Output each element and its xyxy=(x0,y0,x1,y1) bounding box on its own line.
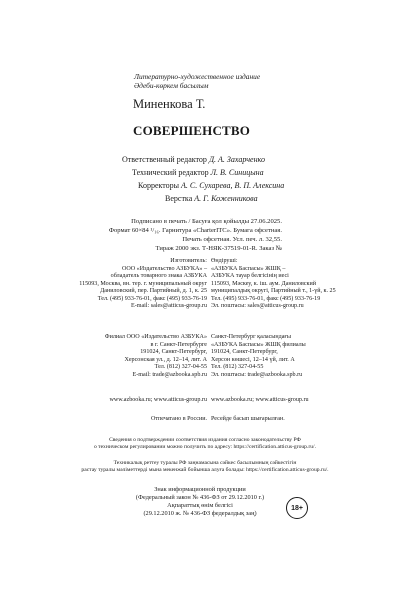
certification-line: о техническом регулировании можно получить по адресу: https://certification.atticus-group.ru/. xyxy=(93,444,316,450)
printing-line: Тираж 2000 экз. Т-НЯК-37519-01-R. Заказ № xyxy=(155,245,282,252)
genre-kk: Әдеби-көркем басылым xyxy=(134,81,209,90)
credit-name: Л. В. Синицына xyxy=(210,168,264,177)
credit-name: Д. А. Захарченко xyxy=(208,155,265,164)
certification-kk xyxy=(40,460,370,474)
credit-role: Верстка xyxy=(165,194,193,203)
branch-line: Санкт-Петербург қаласындағы xyxy=(211,334,292,340)
credit-layout xyxy=(165,194,258,204)
branch-line: Херсонская ул., д. 12–14, лит. А xyxy=(124,356,207,363)
certification-line: Сведения о подтверждении соответствия издания согласно законодательству РФ xyxy=(109,437,301,443)
printing-line: Формат 60×84 ¹/₁₆. Гарнитура «CharterITC». Бумага офсетная. xyxy=(108,227,282,234)
branch-line: 191024, Санкт-Петербург, xyxy=(211,349,278,355)
branch-line: E-mail: trade@azbooka.spb.ru xyxy=(132,371,207,378)
publisher-ru xyxy=(79,258,207,311)
publisher-line: Эл. поштасы: sales@atticus-group.ru xyxy=(211,303,304,309)
printing-line: Печать офсетная. Усл. печ. л. 32,55. xyxy=(182,236,282,243)
publisher-line: Өндіруші: xyxy=(211,258,238,264)
publisher-line: Тел. (495) 933-76-01, факс (495) 933-76-19 xyxy=(97,295,207,302)
website-ru: www.azbooka.ru; www.atticus-group.ru xyxy=(109,397,207,403)
printed-in-ru: Отпечатано в России. xyxy=(150,416,207,422)
age-rating-badge: 18+ xyxy=(286,497,308,519)
branch-line: Тел. (812) 327-04-55 xyxy=(211,364,264,370)
publisher-line: E-mail: sales@atticus-group.ru xyxy=(130,303,207,309)
branch-line: Филиал ООО «Издательство АЗБУКА» xyxy=(104,334,207,340)
info-sign-line: (Федеральный закон № 436-ФЗ от 29.12.2010 г.) xyxy=(135,494,265,501)
publisher-line: «АЗБУКА Баспасы» ЖШҚ – xyxy=(211,265,286,272)
publisher-line: Изготовитель: xyxy=(170,258,207,264)
publisher-line: муниципалдық округі, Партийный т., 1-үй, к. 25 xyxy=(211,288,336,294)
info-sign-line: Знак информационной продукции xyxy=(154,486,246,493)
certification-line: растау туралы мәліметтерді мына мекенжай бойынша алуға болады: https://certification.atticus-group.ru/. xyxy=(81,467,329,473)
genre-ru: Литературно-художественное издание xyxy=(134,72,261,81)
credit-responsible-editor xyxy=(122,155,265,165)
branch-kk xyxy=(211,334,306,379)
credit-name: А. С. Сухарева, В. П. Алексина xyxy=(181,181,285,190)
info-sign-line: Ақпараттық өнім белгісі xyxy=(167,502,233,509)
branch-line: Эл. поштасы: trade@azbooka.spb.ru xyxy=(211,371,303,378)
certification-line: Техникалық реттеу туралы РФ заңнамасына сәйкес басылымның сәйкестігін xyxy=(113,460,297,466)
publisher-line: обладатель товарного знака АЗБУКА xyxy=(110,273,207,279)
publisher-line: АЗБУКА тауар белгісінің иесі xyxy=(211,273,289,279)
credit-proofreaders xyxy=(138,181,284,191)
book-title: СОВЕРШЕНСТВО xyxy=(133,123,251,138)
publisher-line: 115093, Москва, вн. тер. г. муниципальный округ xyxy=(79,280,207,287)
credit-role: Корректоры xyxy=(138,181,180,190)
publisher-line: Даниловский, пер. Партийный, д. 1, к. 25 xyxy=(100,288,207,294)
publisher-line: ООО «Издательство АЗБУКА» – xyxy=(121,265,207,272)
branch-line: Херсон көшесі, 12–14 үй, лит. А xyxy=(211,356,295,363)
branch-line: Тел. (812) 327-04-55 xyxy=(154,364,207,370)
publisher-line: Тел. (495) 933-76-01, факс (495) 933-76-19 xyxy=(211,295,321,302)
credit-technical-editor xyxy=(132,168,264,178)
info-product-sign xyxy=(105,486,295,518)
info-sign-line: (29.12.2010 ж. № 436-ФЗ федералдық заң) xyxy=(143,510,257,517)
branch-line: в г. Санкт-Петербурге xyxy=(150,341,207,348)
credit-name: А. Г. Коженникова xyxy=(194,194,258,203)
branch-line: 191024, Санкт-Петербург, xyxy=(140,349,207,355)
branch-ru xyxy=(105,334,207,379)
printing-line: Подписано в печать / Басуға қол қойылды 27.06.2025. xyxy=(131,218,282,225)
publisher-line: 115093, Мәскеу, к. іш. аум. Даниловский xyxy=(211,280,316,287)
book-author: Миненкова Т. xyxy=(133,97,206,111)
credit-role: Ответственный редактор xyxy=(122,155,207,164)
certification-ru xyxy=(40,437,370,451)
printed-in-kk: Ресейде басып шығарылған. xyxy=(211,416,285,422)
credit-role: Технический редактор xyxy=(132,168,209,177)
website-kk: www.azbooka.ru; www.atticus-group.ru xyxy=(211,397,309,403)
branch-line: «АЗБУКА Баспасы» ЖШҚ филиалы xyxy=(211,341,306,348)
publisher-kk xyxy=(211,258,336,311)
